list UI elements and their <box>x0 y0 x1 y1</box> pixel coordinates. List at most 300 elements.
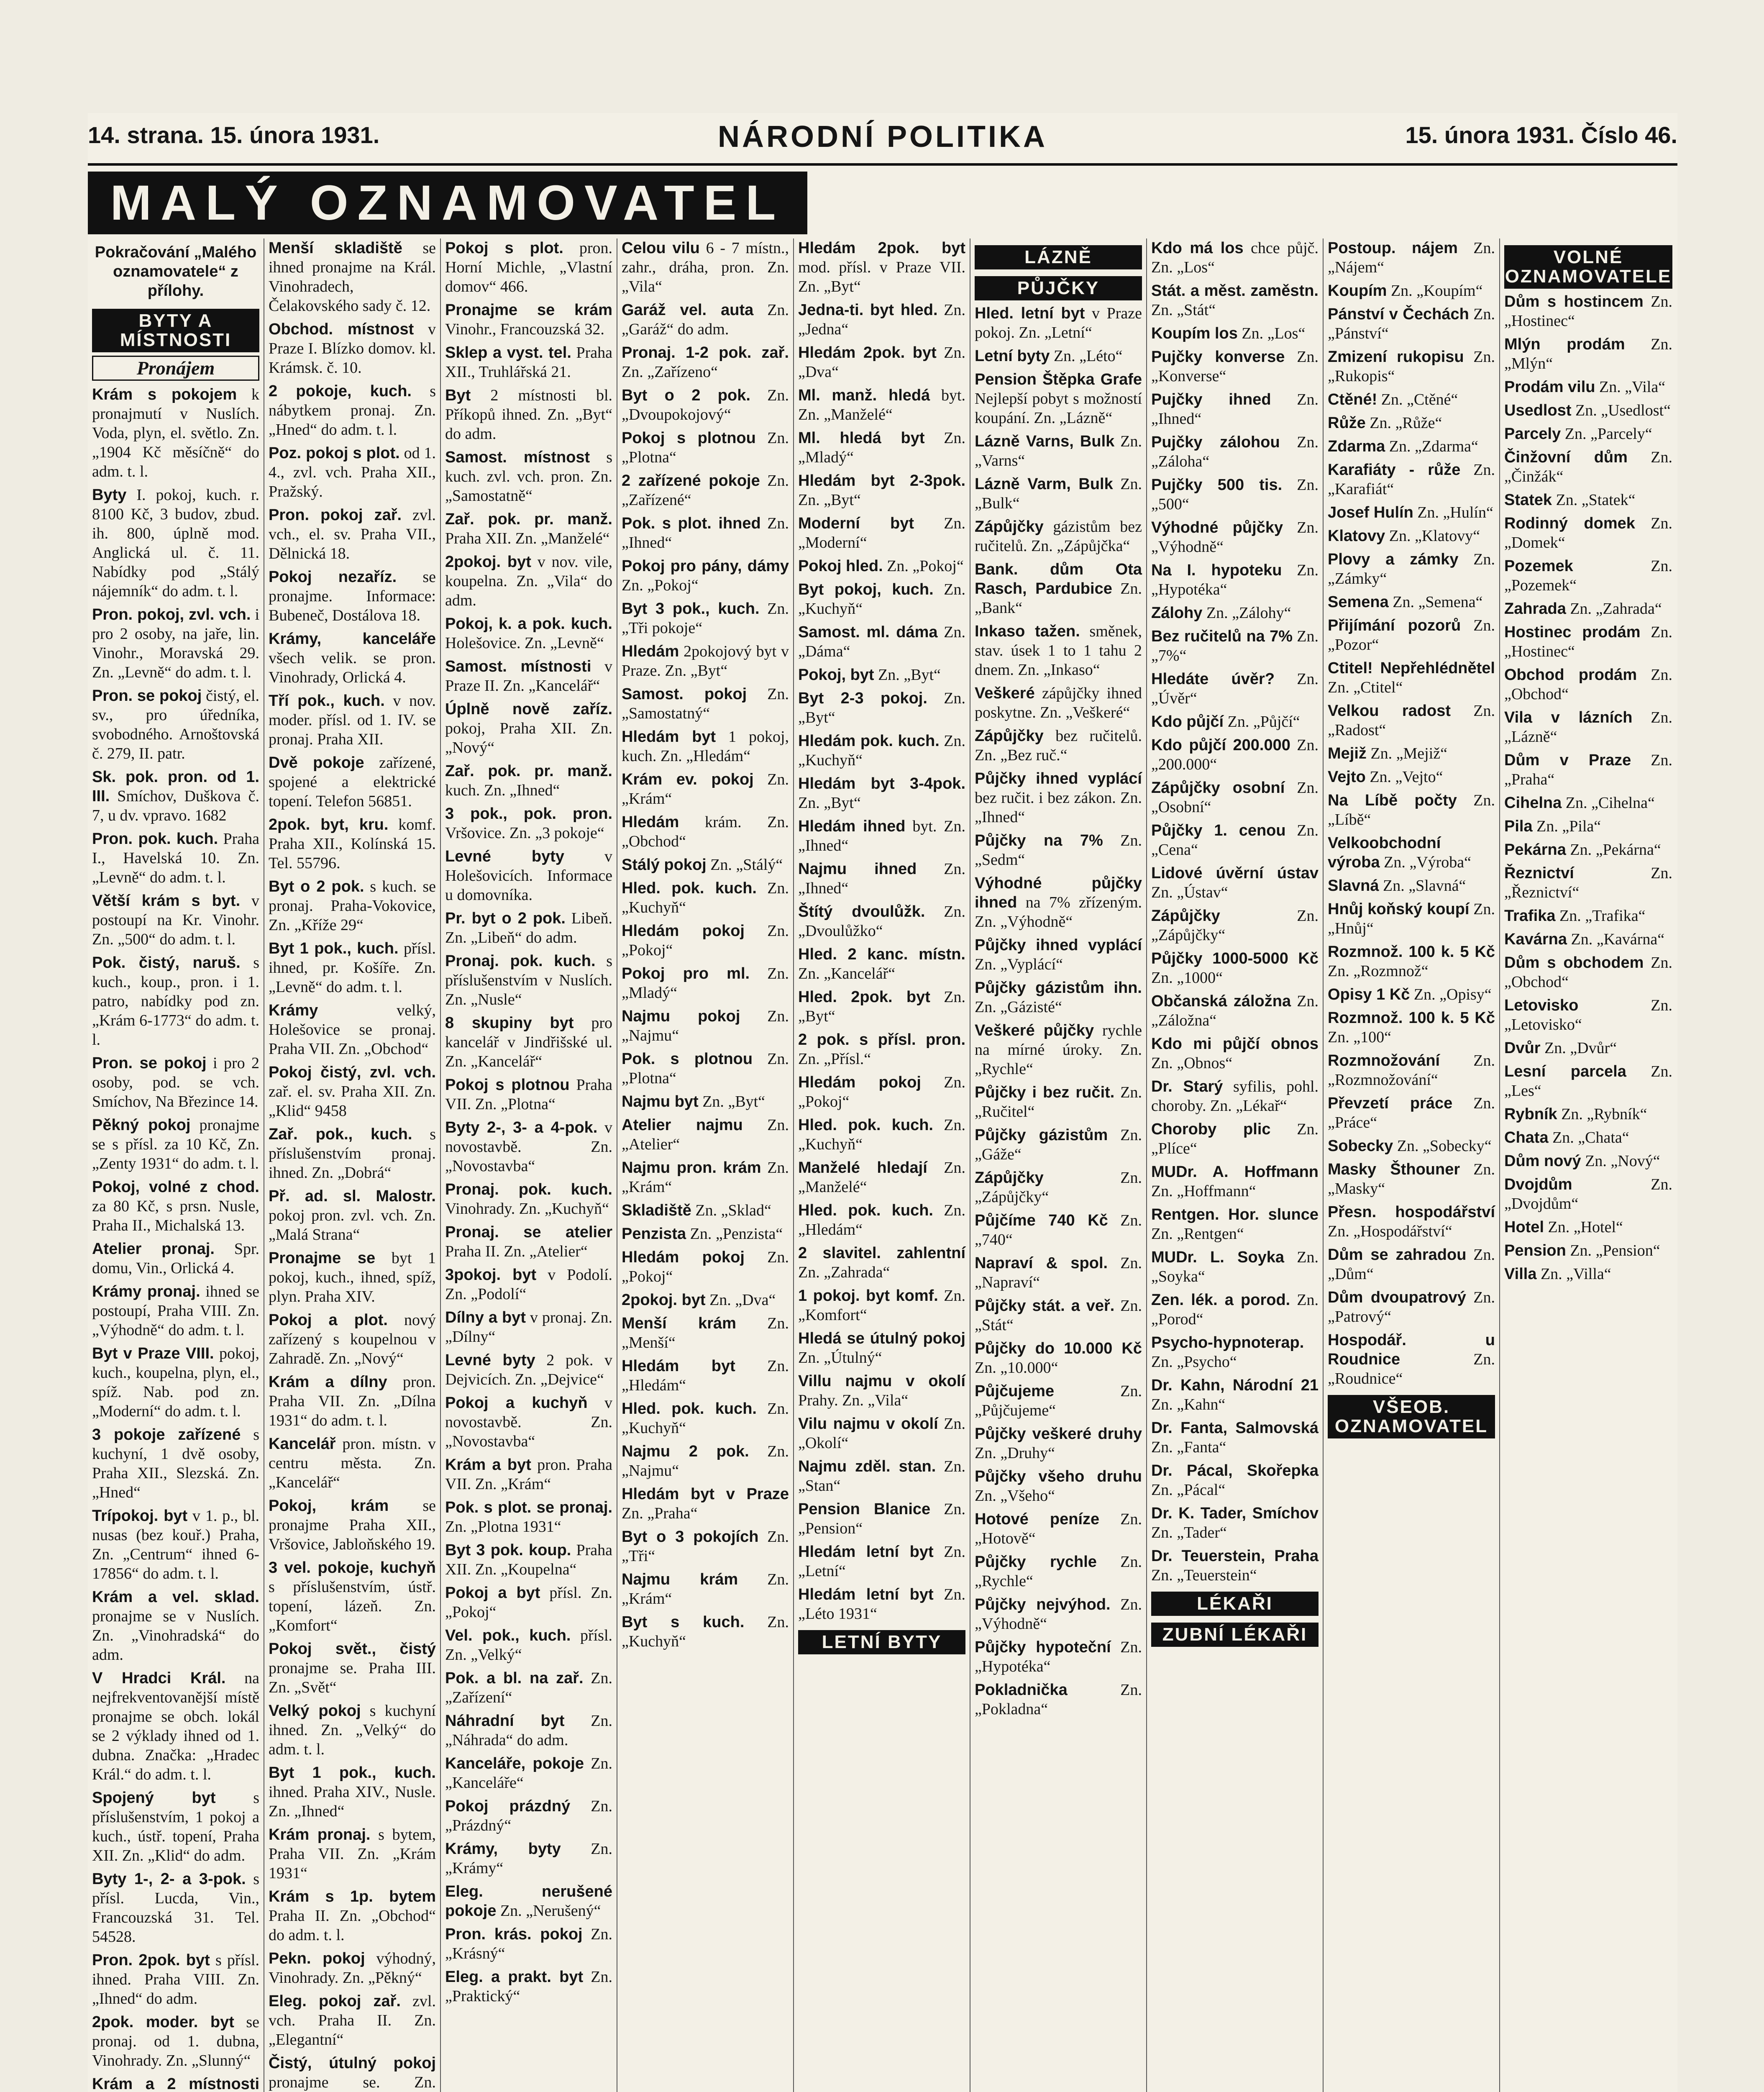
ad-body: Zn. „Usedlost“ <box>1575 402 1671 419</box>
ad-headline: Činžovní dům <box>1504 449 1628 466</box>
ad-headline: Půjčky i bez ručit. <box>975 1084 1115 1101</box>
ad-body: Zn. „Nájem“ <box>1328 239 1495 276</box>
ad-body: Zn. „Chata“ <box>1552 1129 1629 1146</box>
ad-headline: Statek <box>1504 491 1552 509</box>
classified-ad <box>269 382 436 439</box>
ad-headline: Kavárna <box>1504 931 1567 948</box>
ad-headline: Mlýn prodám <box>1504 336 1625 353</box>
ad-headline: Inkaso tažen. <box>975 623 1080 640</box>
classified-ad <box>445 1797 612 1835</box>
classified-ad <box>269 1187 436 1244</box>
classified-ad <box>622 1115 789 1154</box>
ad-body: Zn. „Menší“ <box>622 1315 789 1351</box>
classified-ad <box>975 1125 1142 1164</box>
classified-ad <box>92 1282 259 1340</box>
classified-ad <box>798 238 965 296</box>
ad-headline: Byt v Praze VIII. <box>92 1345 214 1362</box>
ad-body: s kuch. zvl. vch. pron. Zn. „Samostatně“ <box>445 449 612 505</box>
ad-headline: Půjčky veškeré druhy <box>975 1425 1142 1443</box>
ad-headline: Veškeré <box>975 685 1035 702</box>
ad-body: Zn. „Pánství“ <box>1328 305 1495 342</box>
ad-headline: Trafika <box>1504 907 1556 925</box>
ad-headline: Půjčky nejvýhod. <box>975 1596 1111 1613</box>
ad-headline: Dům s hostincem <box>1504 293 1644 310</box>
ad-body: pronajme se s přísl. za 10 Kč, Zn. „Zenty 1931“ do adm. t. l. <box>92 1116 260 1172</box>
ad-body: Zn. „Řeznictví“ <box>1504 864 1672 901</box>
ad-body: Zn. „Najmu“ <box>622 1008 789 1044</box>
classified-ad <box>92 485 259 601</box>
ad-headline: Rybník <box>1504 1105 1557 1123</box>
ad-body: Praha II. Zn. „Atelier“ <box>445 1243 588 1260</box>
ad-body: Zn. „Ústav“ <box>1151 884 1228 901</box>
classified-ad <box>622 343 789 382</box>
classified-ad <box>445 804 612 843</box>
ad-headline: MUDr. A. Hoffmann <box>1151 1163 1319 1181</box>
classified-ad <box>622 1399 789 1438</box>
ad-headline: Krámy <box>269 1002 318 1019</box>
ad-body: Praha VII. Zn. „Plotna“ <box>445 1076 612 1113</box>
classified-ad <box>1151 992 1319 1030</box>
ad-body: v Praze I. Blízko domov. kl. Krámsk. č. 10. <box>269 320 436 377</box>
ad-body: Zn. „Rozmnožování“ <box>1328 1052 1495 1089</box>
ad-body: na nejfrekventovanější místě pronajme se obch. lokál se 2 výklady ihned od 1. dubna. Značka: „Hradec Král.“ do adm. t. l. <box>92 1669 259 1783</box>
ad-headline: Dvě pokoje <box>269 754 364 772</box>
ad-headline: Menší skladiště <box>269 239 402 257</box>
ad-headline: Přesn. hospodářství <box>1328 1203 1495 1221</box>
ad-body: Zn. „Pokoj“ <box>622 922 789 959</box>
ad-headline: Půjčky ihned vyplácí <box>975 936 1142 954</box>
ad-headline: Kdo mi půjčí obnos <box>1151 1035 1319 1053</box>
ad-headline: 2pokoj. byt <box>445 553 531 571</box>
ad-body: zař. el. sv. Praha XII. Zn. „Klid“ 9458 <box>269 1083 436 1120</box>
classified-ad <box>975 978 1142 1017</box>
classified-ad <box>798 580 965 618</box>
ad-headline: 2 pokoje, kuch. <box>269 382 412 400</box>
classified-ad <box>1504 335 1672 373</box>
ad-headline: Hledám pokoj <box>798 1074 921 1091</box>
classified-ad <box>1504 1062 1672 1100</box>
classified-ad <box>269 1434 436 1492</box>
ad-body: Zn. „Dva“ <box>709 1291 776 1309</box>
ad-headline: Pok. s plot. se pronaj. <box>445 1499 612 1516</box>
ad-body: Zn. „Pila“ <box>1536 818 1601 835</box>
classified-ad <box>1504 514 1672 552</box>
ad-body: zařízené, spojené a elektrické topení. Telefon 56851. <box>269 754 436 810</box>
classified-ad <box>92 953 259 1049</box>
classified-ad <box>622 1158 789 1197</box>
ad-body: Zn. „Rozmnož“ <box>1328 962 1429 980</box>
classified-ad <box>1504 665 1672 704</box>
ad-body: Zn. „Pension“ <box>1570 1242 1660 1259</box>
classified-ad <box>269 1001 436 1059</box>
ad-body: Zn. „Záložna“ <box>1151 992 1319 1029</box>
classified-ad <box>622 386 789 424</box>
ad-headline: Krám a dílny <box>269 1373 387 1391</box>
ad-body: Zn. „Teuerstein“ <box>1151 1566 1257 1584</box>
ad-body: Zn. „Pokoj“ <box>798 1074 965 1110</box>
ad-headline: Hled. pok. kuch. <box>798 1116 933 1134</box>
classified-ad <box>975 769 1142 827</box>
classified-ad <box>445 1265 612 1304</box>
classified-ad <box>445 1882 612 1920</box>
ad-body: Zn. „Hospodářství“ <box>1328 1223 1452 1240</box>
ad-body: s kuch., koup., pron. i 1. patro, nabídky pod zn. „Krám 6-1773“ do adm. t. l. <box>92 954 259 1049</box>
ad-headline: Byt 3 pok., kuch. <box>622 600 760 618</box>
ad-headline: Pokoj pro ml. <box>622 965 750 982</box>
section-header-lazne: LÁZNĚ <box>975 245 1142 269</box>
ad-body: Zn. „Dva“ <box>798 344 965 381</box>
classified-ad <box>1328 900 1495 938</box>
ad-body: Zn. „Psycho“ <box>1151 1353 1237 1371</box>
ad-headline: Psycho-hypnoterap. <box>1151 1334 1304 1351</box>
ad-body: Zn. „Stát“ <box>975 1297 1142 1334</box>
ad-body: Zn. „Výhodně“ <box>1151 519 1319 556</box>
ad-headline: Pozemek <box>1504 557 1573 575</box>
ad-body: v Podolí. Zn. „Podolí“ <box>445 1266 613 1303</box>
classified-ad <box>622 1290 789 1310</box>
classified-ad <box>1328 659 1495 697</box>
ad-body: Zn. „Moderní“ <box>798 515 966 551</box>
ad-body: pronajme se v Nuslích. Zn. „Vinohradská“ do adm. <box>92 1607 259 1664</box>
classified-ad <box>92 1054 259 1111</box>
ad-headline: Byt s kuch. <box>622 1613 745 1631</box>
ad-headline: Pujčky zálohou <box>1151 433 1280 451</box>
ad-headline: Krámy, byty <box>445 1840 561 1858</box>
ad-body: Zn. „Byt“ <box>798 491 861 509</box>
ad-body: ihned se postoupí, Praha VIII. Zn. „Výhodně“ do adm. t. l. <box>92 1283 260 1339</box>
ad-headline: Vejto <box>1328 768 1366 786</box>
ad-body: Zn. „Krásný“ <box>445 1925 612 1962</box>
classified-ad <box>92 767 259 825</box>
ad-headline: Plovy a zámky <box>1328 551 1459 568</box>
classified-ad <box>1328 1288 1495 1326</box>
ad-body: k pronajmutí v Nuslích. Voda, plyn, el. světlo. Zn. „1904 Kč měsíčně“ do adm. t. l. <box>92 386 259 480</box>
ad-headline: Dům nový <box>1504 1152 1581 1170</box>
ad-body: Zn. „Byt“ <box>878 666 941 684</box>
classified-ad <box>975 622 1142 679</box>
ad-body: mod. přísl. v Praze VII. Zn. „Byt“ <box>798 259 965 295</box>
classified-ad <box>798 1372 965 1410</box>
ad-headline: Lázně Varm, Bulk <box>975 475 1113 493</box>
ad-headline: Sklep a vyst. tel. <box>445 344 571 361</box>
classified-ad <box>92 1344 259 1421</box>
classified-ad <box>1504 1264 1672 1284</box>
ad-body: Zn. „Zápůjčky“ <box>975 1169 1142 1206</box>
ad-headline: Sk. pok. pron. od 1. III. <box>92 768 259 805</box>
ad-body: ihned. Praha XIV., Nusle. Zn. „Ihned“ <box>269 1783 436 1820</box>
ad-headline: Slavná <box>1328 877 1379 895</box>
ad-body: zápůjčky ihned poskytne. Zn. „Veškeré“ <box>975 685 1142 721</box>
ad-body: s kuch. se pronaj. Praha-Vokovice, Zn. „Kříže 29“ <box>269 878 436 934</box>
ad-headline: Půjčky stát. a veř. <box>975 1297 1115 1315</box>
ad-body: Zn. „Osobní“ <box>1151 779 1319 816</box>
classified-ad <box>1328 281 1495 300</box>
ad-headline: Pujčky konverse <box>1151 348 1285 366</box>
ad-body: Zn. „Hoffmann“ <box>1151 1182 1256 1200</box>
ad-body: Zn. „Dům“ <box>1328 1246 1495 1283</box>
ad-headline: Krám a vel. sklad. <box>92 1588 259 1606</box>
ad-body: Praha II. Zn. „Obchod“ do adm. t. l. <box>269 1907 436 1944</box>
ad-headline: Hledám <box>622 643 679 660</box>
classified-ad <box>269 753 436 811</box>
ad-headline: Napraví & spol. <box>975 1254 1108 1272</box>
ad-body: Zn. „Hulín“ <box>1417 504 1493 521</box>
ad-body: Zn. „Hostinec“ <box>1504 623 1672 660</box>
newspaper-page <box>88 113 1677 2092</box>
ad-headline: Dr. K. Tader, Smíchov <box>1151 1505 1319 1522</box>
classified-ad <box>1328 1245 1495 1284</box>
ad-body: Zn. „Stát“ <box>1151 301 1216 319</box>
ad-body: bez ručit. i bez zákon. Zn. „Ihned“ <box>975 789 1142 826</box>
ad-body: Holešovice. Zn. „Levně“ <box>445 634 604 652</box>
ad-body: Zn. „Pokladna“ <box>975 1681 1142 1718</box>
ad-body: se pronajme. Informace: Bubeneč, Dostálova 18. <box>269 568 436 624</box>
classified-ad <box>445 909 612 947</box>
ad-headline: Eleg. nerušené pokoje <box>445 1883 612 1920</box>
classified-ad <box>269 691 436 749</box>
classified-ad <box>1328 1331 1495 1388</box>
classified-ad <box>92 891 259 949</box>
classified-ad <box>975 517 1142 556</box>
classified-ad <box>1151 518 1319 556</box>
ad-headline: Prodám vilu <box>1504 378 1595 396</box>
classified-ad <box>1504 490 1672 510</box>
classified-ad <box>622 727 789 766</box>
section-header-pujcky: PŮJČKY <box>975 276 1142 300</box>
ad-headline: Pujčky ihned <box>1151 391 1271 408</box>
ad-headline: Sobecky <box>1328 1137 1393 1155</box>
ad-body: Zn. „Ihned“ <box>1151 391 1319 428</box>
ad-body: Zn. „Půjčí“ <box>1227 713 1300 731</box>
ad-body: Zn. „Penzista“ <box>690 1225 783 1243</box>
classified-ad <box>92 2013 259 2070</box>
classified-ad <box>1151 1077 1319 1115</box>
ad-body: Zn. „Hypotéka“ <box>1151 561 1319 598</box>
classified-ad <box>1328 1008 1495 1047</box>
ad-headline: Př. ad. sl. Malostr. <box>269 1187 436 1205</box>
section-header-zubni: ZUBNÍ LÉKAŘI <box>1151 1623 1319 1647</box>
ad-body: 6 - 7 místn., zahr., dráha, pron. Zn. „Vila“ <box>622 239 789 295</box>
ad-headline: Půjčíme 740 Kč <box>975 1212 1108 1229</box>
classified-ad <box>445 343 612 382</box>
classified-ad <box>269 1310 436 1368</box>
classified-ad <box>1504 401 1672 420</box>
ad-body: Zn. „Prázdný“ <box>445 1797 612 1834</box>
ad-headline: Samost. ml. dáma <box>798 623 938 641</box>
subsection-pronajem: Pronájem <box>92 356 259 381</box>
classified-ad <box>975 1638 1142 1676</box>
classified-ad <box>1504 623 1672 661</box>
ad-headline: Pron. se pokoj <box>92 687 202 705</box>
ad-body: Zn. „Plotna 1931“ <box>445 1518 561 1536</box>
classified-ad <box>1504 1038 1672 1058</box>
ad-body: Zn. „Sobecky“ <box>1397 1137 1492 1155</box>
classified-ad <box>92 1951 259 2008</box>
ad-body: Vinohr., Francouzská 32. <box>445 320 604 338</box>
ad-headline: Lesní parcela <box>1504 1063 1626 1080</box>
ad-headline: Občanská záložna <box>1151 992 1291 1010</box>
classified-ad <box>445 1308 612 1346</box>
classified-ad <box>1328 942 1495 981</box>
ad-body: Zn. „Ručitel“ <box>975 1084 1142 1120</box>
classified-ad <box>92 1869 259 1946</box>
classified-ad <box>1504 996 1672 1034</box>
ad-headline: Pronaj. pok. kuch. <box>445 1181 612 1198</box>
ad-body: rychle na mírné úroky. Zn. „Rychle“ <box>975 1022 1142 1078</box>
ad-headline: Garáž vel. auta <box>622 301 754 319</box>
classified-ad <box>622 921 789 960</box>
classified-ad <box>92 1506 259 1583</box>
ad-body: byt. Zn. „Ihned“ <box>798 818 965 854</box>
ad-body: Zn. „Gázisté“ <box>975 998 1062 1016</box>
ad-body: zvl. vch. Praha II. Zn. „Elegantní“ <box>269 1992 436 2048</box>
classified-ad <box>622 770 789 808</box>
ad-body: v Praze II. Zn. „Kancelář“ <box>445 658 612 695</box>
ad-body: v Praze pokoj. Zn. „Letní“ <box>975 305 1142 341</box>
classified-ad <box>622 685 789 723</box>
classified-ad <box>1328 616 1495 654</box>
classified-ad <box>622 1356 789 1395</box>
ad-body: Zn. „Sedm“ <box>975 832 1142 869</box>
ad-headline: Půjčky ihned vyplácí <box>975 770 1142 787</box>
classified-ad <box>445 1075 612 1114</box>
classified-ad <box>445 1455 612 1494</box>
ad-body: Zn. „Ihned“ <box>798 860 965 897</box>
ad-headline: Půjčky do 10.000 Kč <box>975 1340 1142 1357</box>
ad-body: Zn. „Letovisko“ <box>1504 997 1672 1033</box>
ad-headline: Masky Šthouner <box>1328 1161 1460 1178</box>
classified-ad <box>1151 603 1319 623</box>
classified-ad <box>975 1083 1142 1121</box>
classified-ad <box>1504 930 1672 949</box>
classified-ad <box>798 1073 965 1111</box>
classified-ad <box>1504 864 1672 902</box>
classified-ad <box>1151 949 1319 987</box>
ad-body: Zn. „Semena“ <box>1393 593 1483 611</box>
ad-body: Zn. „Pokoj“ <box>887 557 964 575</box>
ad-body: Zn. „Dvojdům“ <box>1504 1176 1672 1213</box>
classified-ad <box>92 1587 259 1664</box>
classified-ad <box>1151 433 1319 471</box>
ad-headline: Pron. 2pok. byt <box>92 1951 210 1969</box>
ad-headline: Půjčky na 7% <box>975 832 1103 849</box>
classified-ad <box>92 1239 259 1278</box>
section-banner: MALÝ OZNAMOVATEL <box>88 172 807 234</box>
ad-body: Zn. „Kahn“ <box>1151 1396 1226 1413</box>
ad-body: Zn. „Obchod“ <box>1504 954 1672 991</box>
ad-headline: Zahrada <box>1504 600 1566 618</box>
classified-ad <box>798 1329 965 1367</box>
classified-ad <box>445 700 612 757</box>
ad-headline: Velkou radost <box>1328 702 1451 720</box>
ad-body: Zn. „Pozemek“ <box>1504 557 1672 594</box>
column-2 <box>264 238 441 2092</box>
ad-body: velký, Holešovice se pronaj. Praha VII. Zn. „Obchod“ <box>269 1002 436 1058</box>
ad-headline: Pokoj a byt <box>445 1584 540 1602</box>
ad-body: gázistům bez ručitelů. Zn. „Zápůjčka“ <box>975 518 1142 555</box>
classified-ad <box>1328 390 1495 409</box>
classified-ad <box>445 1223 612 1261</box>
classified-ad <box>622 1613 789 1651</box>
ad-headline: Byt o 2 pok. <box>269 878 364 895</box>
ad-body: se pronajme Praha XII., Vršovice, Jabloňského 19. <box>269 1497 436 1553</box>
classified-ad <box>1504 1241 1672 1260</box>
ad-headline: Ml. manž. hledá <box>798 387 930 404</box>
classified-ad <box>622 599 789 638</box>
classified-ad <box>798 514 965 552</box>
ad-body: byt 1 pokoj, kuch., ihned, spíž, plyn. Praha XIV. <box>269 1249 436 1305</box>
ad-headline: 3pokoj. byt <box>445 1266 537 1284</box>
ad-headline: Zápůjčky osobní <box>1151 779 1285 797</box>
ad-body: Zn. „Ctitel“ <box>1328 679 1403 696</box>
classified-ad <box>1328 238 1495 277</box>
classified-ad <box>1151 1546 1319 1585</box>
classified-ad <box>975 726 1142 765</box>
ad-headline: Dr. Teuerstein, Praha <box>1151 1547 1319 1565</box>
ad-body: Zn. „Cena“ <box>1151 822 1319 859</box>
ad-body: Zn. „10.000“ <box>975 1359 1058 1377</box>
ad-body: v novostavbě. Zn. „Novostavba“ <box>445 1394 613 1450</box>
ad-body: Zn. „Trafika“ <box>1559 907 1646 925</box>
ad-body: Zn. „Kuchyň“ <box>622 1613 789 1650</box>
ad-headline: Byty <box>92 486 127 504</box>
ad-headline: Stát. a měst. zaměstn. <box>1151 282 1319 300</box>
ad-body: Zn. „Hypotéka“ <box>975 1638 1142 1675</box>
masthead: NÁRODNÍ POLITIKA <box>718 120 1047 154</box>
ad-body: Zn. „Okolí“ <box>798 1415 966 1452</box>
ad-headline: Rozmnožování <box>1328 1052 1440 1069</box>
ad-body: Zn. „Všeho“ <box>975 1487 1055 1505</box>
ad-headline: Pron. pok. kuch. <box>92 830 218 848</box>
classified-ad <box>445 300 612 339</box>
ad-body: Zn. „Obchod“ <box>1504 666 1672 703</box>
ad-headline: Bez ručitelů na 7% <box>1151 628 1293 645</box>
ad-body: v pronaj. Zn. „Dílny“ <box>445 1309 613 1346</box>
classified-ad <box>798 817 965 855</box>
classified-ad <box>269 1887 436 1945</box>
classified-ad <box>798 343 965 382</box>
ad-headline: Levné byty <box>445 1351 535 1369</box>
ad-body: Zn. „Tader“ <box>1151 1524 1227 1541</box>
column-6 <box>970 238 1147 2092</box>
ad-headline: Pension <box>1504 1242 1566 1259</box>
ad-body: Zn. „Plotna“ <box>622 429 789 466</box>
ad-body: Zn. „Porod“ <box>1151 1291 1319 1328</box>
ad-headline: Výhodné půjčky <box>1151 519 1283 536</box>
classified-ad <box>92 1669 259 1784</box>
classified-ad <box>445 552 612 610</box>
classified-ad <box>1151 778 1319 817</box>
classified-ad <box>1151 1162 1319 1201</box>
classified-ad <box>445 1967 612 2006</box>
classified-ad <box>1504 1128 1672 1147</box>
ad-headline: Pr. byt o 2 pok. <box>445 910 566 927</box>
classified-ad <box>1504 448 1672 486</box>
classified-ad <box>1328 413 1495 433</box>
ad-headline: Rodinný domek <box>1504 515 1635 532</box>
ad-headline: Vila v lázních <box>1504 709 1633 726</box>
ad-body: Zn. „Mejiž“ <box>1370 745 1447 762</box>
ad-headline: Hledám byt 2-3pok. <box>798 472 965 490</box>
ad-headline: Hledáte úvěr? <box>1151 670 1275 688</box>
column-9 <box>1500 238 1677 2092</box>
classified-ad <box>1328 767 1495 787</box>
classified-ad <box>798 1457 965 1495</box>
ad-body: Zn. „Plíce“ <box>1151 1120 1319 1157</box>
ad-body: Zn. „Kuchyň“ <box>798 1116 965 1153</box>
ad-headline: Kdo má los <box>1151 239 1244 257</box>
ad-body: Zn. „Mladý“ <box>622 965 789 1002</box>
